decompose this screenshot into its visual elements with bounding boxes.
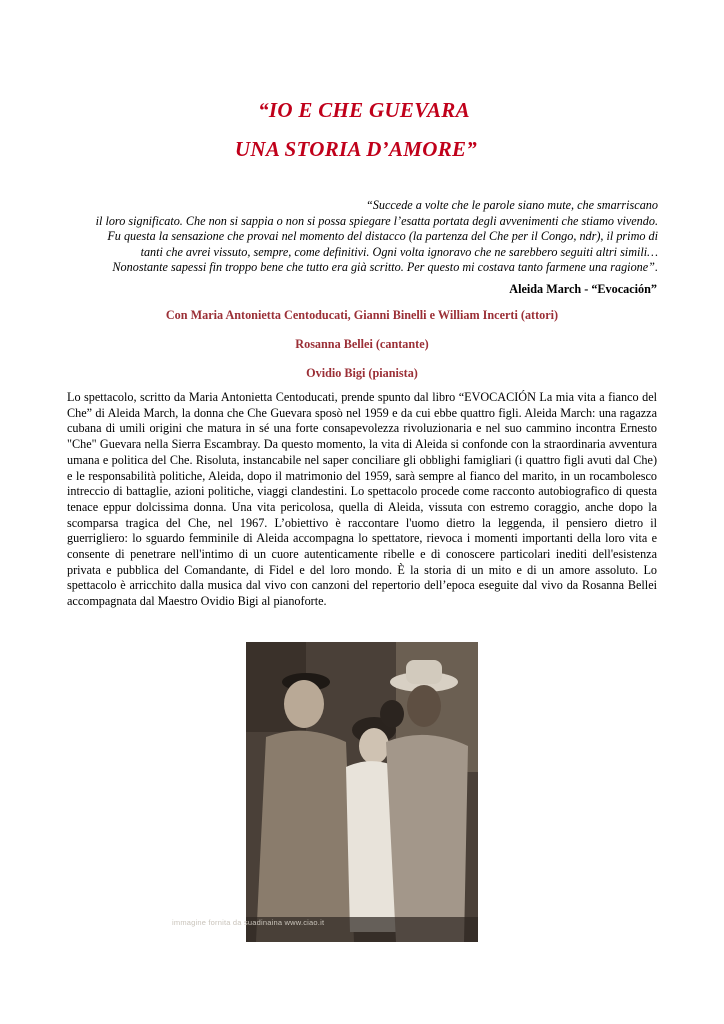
quote-line: “Succede a volte che le parole siano mute, che smarriscano: [366, 198, 658, 212]
body-line: tenace eppur dolcissima donna. Una vita pericolosa, quella di Aleida, vissuta con estremo coraggio, anche dopo la: [67, 499, 657, 514]
quote-line: il loro significato. Che non si sappia o non si possa spiegare l’esatta portata degli avvenimenti che stiamo vivendo.: [95, 213, 658, 228]
body-line: consente di penetrare nell'intimo di un cuore autenticamente ribelle e di conoscere particolari inediti dell'esistenza: [67, 547, 657, 562]
epigraph-quote: [58, 198, 658, 276]
quote-line: tanti che avrei vissuto, sempre, come definitivi. Ogni volta ignoravo che ne sarebbero seguiti altri simili…: [140, 244, 658, 259]
quote-attribution: Aleida March - “Evocación”: [509, 282, 657, 296]
body-line: privata e pubblica del Comandante, di Fidel e del loro mondo. È la storia di un mito e di un amore assoluto. Lo: [67, 562, 657, 577]
photo-illustration: [246, 642, 478, 942]
credits-singer: Rosanna Bellei (cantante): [295, 337, 429, 351]
body-line: Lo spettacolo, scritto da Maria Antonietta Centoducati, prende spunto dal libro “EVOCACIÓN La mia vita a fianco del: [67, 390, 657, 404]
photo-caption: immagine fornita da suadinaina www.ciao.it: [172, 918, 325, 927]
face-center: [359, 728, 389, 764]
title-line-1: “IO E CHE GUEVARA: [258, 98, 470, 122]
credits-pianist: Ovidio Bigi (pianista): [306, 366, 418, 380]
face-right: [407, 685, 441, 727]
body-line: guerrigliero: lo sguardo femminile di Aleida accompagna lo spettatore, rievoca i momenti importanti della loro vita e: [67, 531, 657, 546]
body-line: intreccio di battaglie, azioni politiche, viaggi clandestini. Lo spettacolo procede come racconto autobiografico di questa: [67, 484, 657, 499]
body-line: scomparsa tragica del Che, nel 1967. L’obiettivo è raccontare l'uomo dietro la leggenda, il pensiero dietro il: [67, 515, 657, 530]
quote-line: Fu questa la sensazione che provai nel momento del distacco (la partenza del Che per il Congo, ndr), il primo di: [107, 229, 658, 244]
uniform-right: [386, 735, 468, 942]
quote-line: Nonostante sapessi fin troppo bene che tutto era già scritto. Per questo mi costava tanto farmene una ragione”.: [112, 260, 658, 275]
body-line: umana e politica del Che. Risoluta, instancabile nel saper conciliare gli obblighi famigliari (i quattro figli avuti dal Che): [67, 452, 657, 467]
hair-back: [380, 700, 404, 728]
hat-crown: [406, 660, 442, 684]
body-line: accompagnata dal Maestro Ovidio Bigi al pianoforte.: [67, 594, 327, 609]
credits-actors: Con Maria Antonietta Centoducati, Gianni Binelli e William Incerti (attori): [165, 308, 559, 322]
body-line: spettacolo è arricchito dalla musica dal vivo con canzoni del repertorio dell’epoca eseguite dal vivo da Rosanna Bellei: [67, 578, 657, 593]
body-line: "Che" Guevara nella Sierra Escambray. Da questo momento, la vita di Aleida si confonde con la straordinaria avventura: [67, 437, 657, 452]
title-line-2: UNA STORIA D’AMORE”: [234, 137, 478, 161]
historical-photo: [246, 642, 478, 942]
body-line: Che” di Aleida March, la donna che Che Guevara sposò nel 1959 e da cui ebbe quattro figli. Aleida March: una ragazza: [67, 405, 657, 420]
face-left: [284, 680, 324, 728]
body-line: cubana di umili origini che matura in sé una forte consapevolezza rivoluzionaria e nel suo cammino incontra Ernesto: [67, 421, 657, 436]
uniform-left: [256, 731, 354, 942]
body-line: e le responsabilità politiche, Aleida, dopo il matrimonio del 1959, sarà sempre al fianco del marito, in un rocambolesco: [67, 468, 657, 483]
body-paragraph: [67, 390, 657, 610]
